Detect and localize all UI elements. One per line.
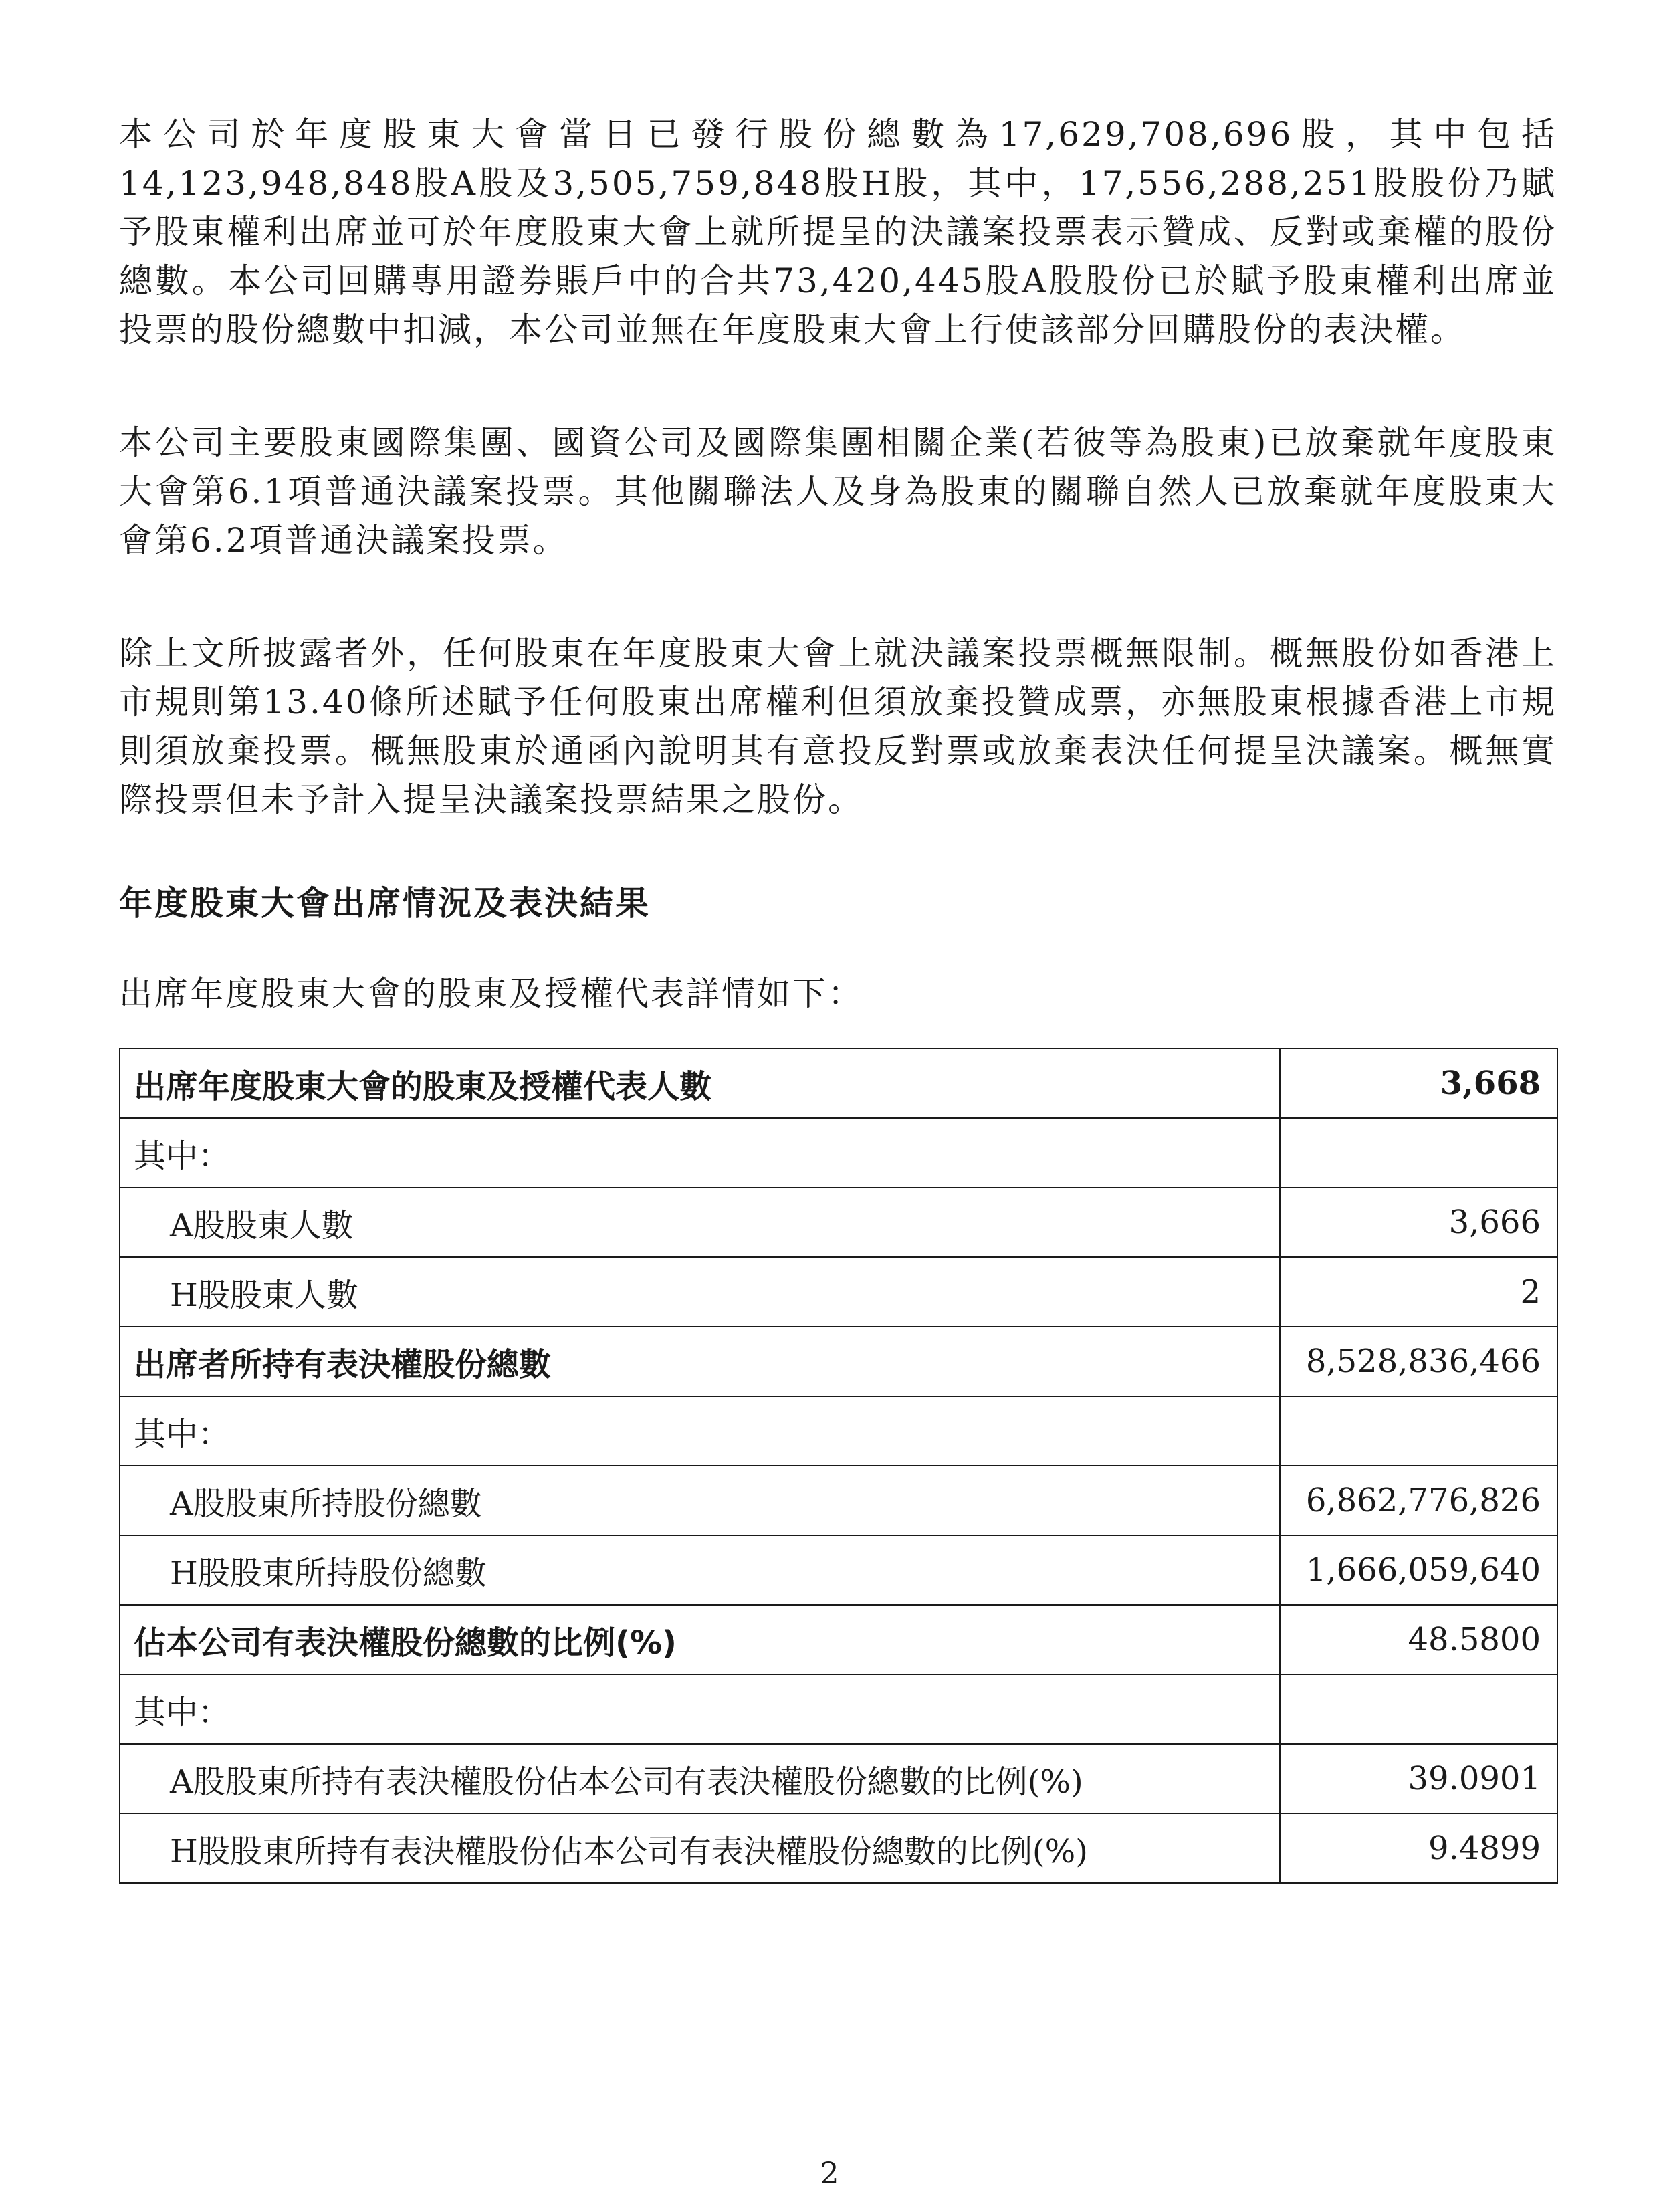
row-label: 佔本公司有表決權股份總數的比例(%)	[120, 1605, 1280, 1674]
table-row	[120, 1535, 1557, 1605]
row-value: 9.4899	[1280, 1813, 1557, 1883]
row-label: H股股東人數	[120, 1257, 1280, 1327]
table-row	[120, 1813, 1557, 1883]
table-intro: 出席年度股東大會的股東及授權代表詳情如下：	[119, 974, 863, 1013]
row-label: A股股東所持股份總數	[120, 1466, 1280, 1535]
row-label: H股股東所持股份總數	[120, 1535, 1280, 1605]
row-value: 3,668	[1280, 1048, 1557, 1118]
row-value: 1,666,059,640	[1280, 1535, 1557, 1605]
row-label: 其中：	[120, 1396, 1280, 1466]
table-row	[120, 1327, 1557, 1396]
row-value: 39.0901	[1280, 1744, 1557, 1813]
table-row	[120, 1466, 1557, 1535]
table-row	[120, 1674, 1557, 1744]
row-value	[1280, 1118, 1557, 1188]
row-value: 2	[1280, 1257, 1557, 1327]
row-value: 48.5800	[1280, 1605, 1557, 1674]
page-number: 2	[820, 2156, 839, 2191]
paragraph-voting-restrictions: 除上文所披露者外，任何股東在年度股東大會上就決議案投票概無限制。概無股份如香港上市規則第13.40條所述賦予任何股東出席權利但須放棄投贊成票，亦無股東根據香港上市規則須放棄投票。概無股東於通函內說明其有意投反對票或放棄表決任何提呈決議案。概無實際投票但未予計入提呈決議案投票結果之股份。	[119, 634, 1557, 819]
table-row	[120, 1396, 1557, 1466]
row-value: 8,528,836,466	[1280, 1327, 1557, 1396]
row-value	[1280, 1674, 1557, 1744]
row-label: 其中：	[120, 1674, 1280, 1744]
table-row	[120, 1048, 1557, 1118]
row-label: H股股東所持有表決權股份佔本公司有表決權股份總數的比例(%)	[120, 1813, 1280, 1883]
table-row	[120, 1118, 1557, 1188]
row-label: 出席者所持有表決權股份總數	[120, 1327, 1280, 1396]
table-row	[120, 1257, 1557, 1327]
row-value: 6,862,776,826	[1280, 1466, 1557, 1535]
row-label: A股股東所持有表決權股份佔本公司有表決權股份總數的比例(%)	[120, 1744, 1280, 1813]
row-label: 出席年度股東大會的股東及授權代表人數	[120, 1048, 1280, 1118]
attendance-table	[119, 1048, 1558, 1884]
table-row	[120, 1605, 1557, 1674]
table-row	[120, 1188, 1557, 1257]
document-page	[119, 110, 1557, 1884]
row-value: 3,666	[1280, 1188, 1557, 1257]
paragraph-abstention: 本公司主要股東國際集團、國資公司及國際集團相關企業(若彼等為股東)已放棄就年度股東大會第6.1項普通決議案投票。其他關聯法人及身為股東的關聯自然人已放棄就年度股東大會第6.2項普通決議案投票。	[119, 423, 1557, 560]
section-heading: 年度股東大會出席情況及表決結果	[119, 884, 651, 923]
row-label: A股股東人數	[120, 1188, 1280, 1257]
paragraph-share-capital: 本公司於年度股東大會當日已發行股份總數為17,629,708,696股，其中包括14,123,948,848股A股及3,505,759,848股H股，其中，17,556,288,251股股份乃賦予股東權利出席並可於年度股東大會上就所提呈的決議案投票表示贊成、反對或棄權的股份總數。本公司回購專用證券賬戶中的合共73,420,445股A股股份已於賦予股東權利出席並投票的股份總數中扣減，本公司並無在年度股東大會上行使該部分回購股份的表決權。	[119, 115, 1557, 349]
table-row	[120, 1744, 1557, 1813]
row-value	[1280, 1396, 1557, 1466]
row-label: 其中：	[120, 1118, 1280, 1188]
